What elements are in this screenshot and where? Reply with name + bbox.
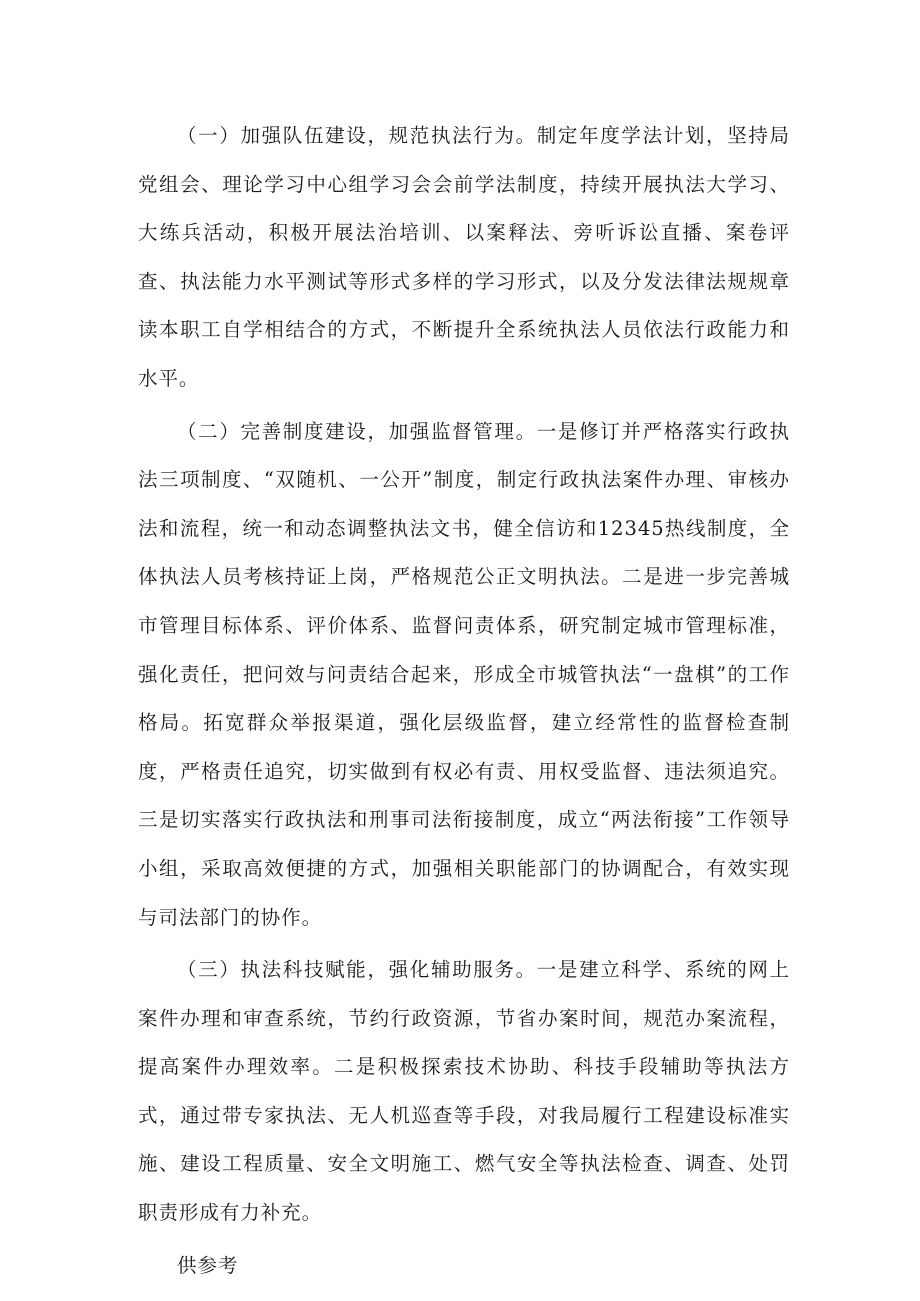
document-body — [138, 112, 790, 1290]
paragraph-team-building: （一）加强队伍建设，规范执法行为。制定年度学法计划，坚持局党组会、理论学习中心组学习会会前学法制度，持续开展执法大学习、大练兵活动，积极开展法治培训、以案释法、旁听诉讼直播、案卷评查、执法能力水平测试等形式多样的学习形式，以及分发法律法规规章读本职工自学相结合的方式，不断提升全系统执法人员依法行政能力和水平。 — [138, 124, 790, 390]
paragraph-tech-empowerment: （三）执法科技赋能，强化辅助服务。一是建立科学、系统的网上案件办理和审查系统，节约行政资源，节省办案时间，规范办案流程，提高案件办理效率。二是积极探索技术协助、科技手段辅助等执法方式，通过带专家执法、无人机巡查等手段，对我局履行工程建设标准实施、建设工程质量、安全文明施工、燃气安全等执法检查、调查、处罚职责形成有力补充。 — [138, 958, 790, 1225]
paragraph-system-building: （二）完善制度建设，加强监督管理。一是修订并严格落实行政执法三项制度、“双随机、一公开”制度，制定行政执法案件办理、审核办法和流程，统一和动态调整执法文书，健全信访和12345热线制度，全体执法人员考核持证上岗，严格规范公正文明执法。二是进一步完善城市管理目标体系、评价体系、监督问责体系，研究制定城市管理标准，强化责任，把问效与问责结合起来，形成全市城管执法“一盘棋”的工作格局。拓宽群众举报渠道，强化层级监督，建立经常性的监督检查制度，严格责任追究，切实做到有权必有责、用权受监督、违法须追究。三是切实落实行政执法和刑事司法衔接制度，成立“两法衔接”工作领导小组，采取高效便捷的方式，加强相关职能部门的协调配合，有效实现与司法部门的协作。 — [138, 419, 790, 929]
closing-note: 供参考 — [177, 1253, 239, 1277]
